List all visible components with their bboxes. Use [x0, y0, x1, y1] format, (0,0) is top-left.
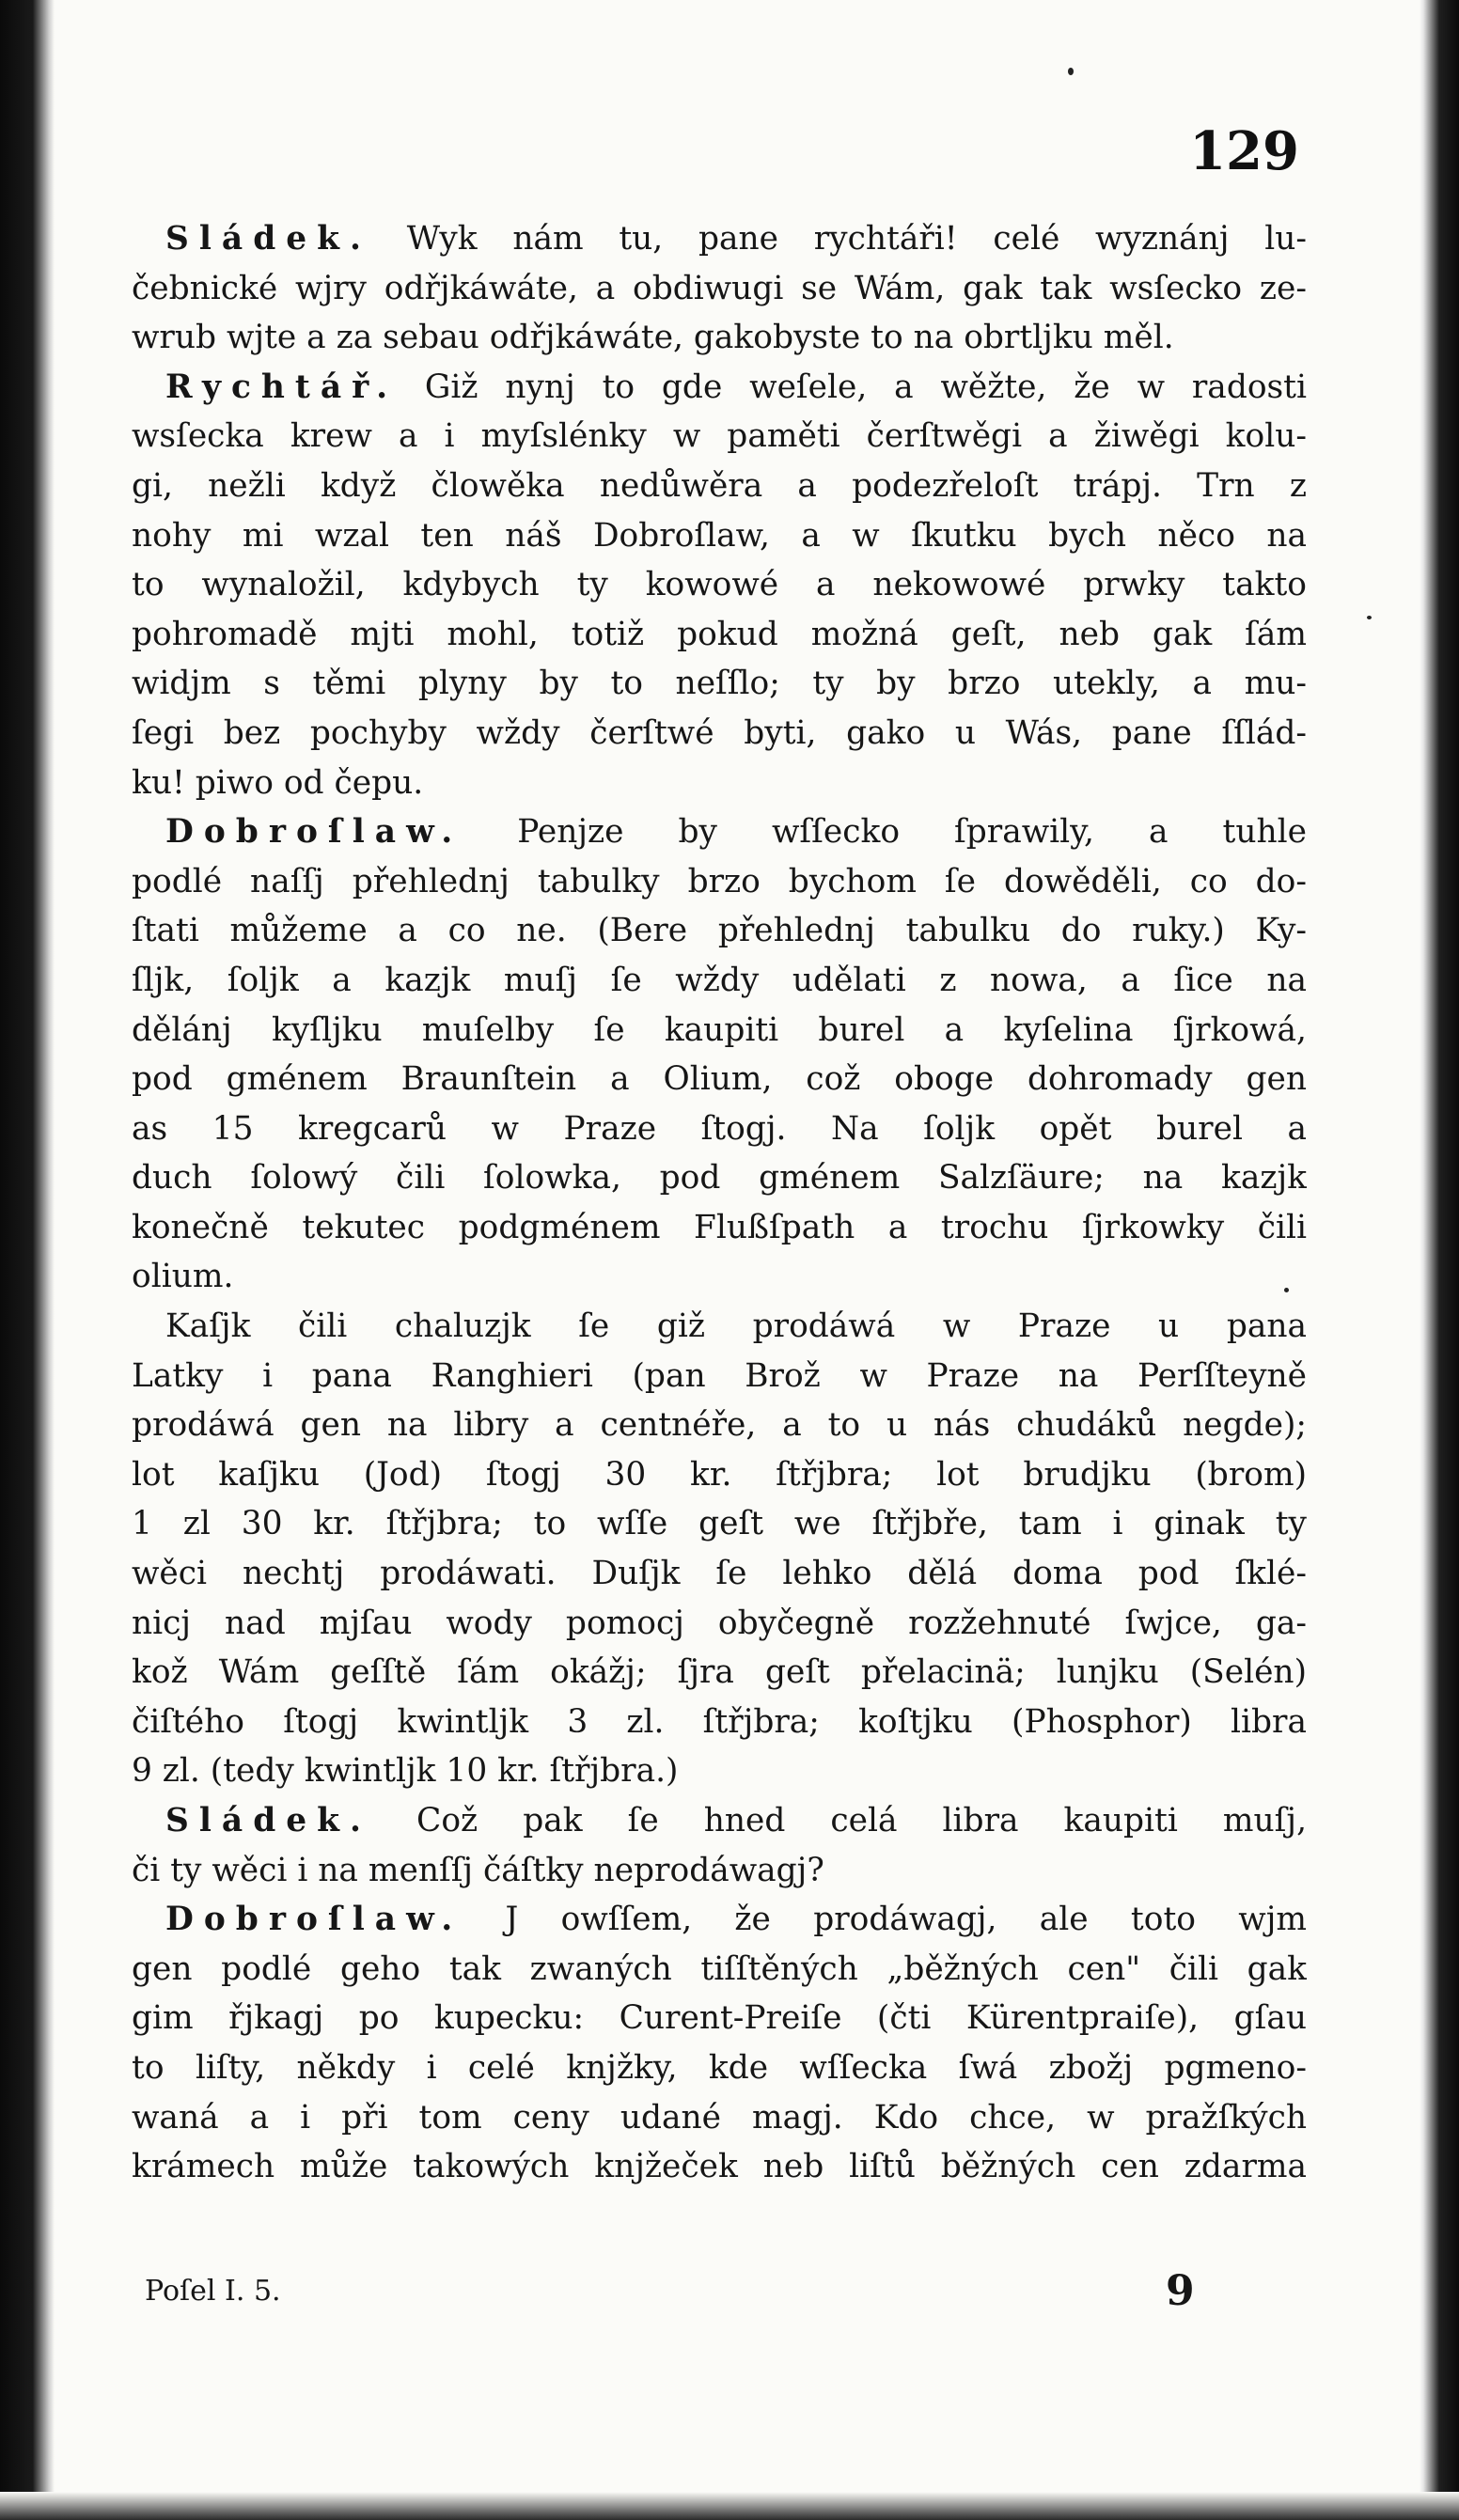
line-text: Giž nynj to gde weſele, a wěžte, že w radosti	[424, 368, 1307, 406]
speaker-name: Rychtář.	[165, 368, 399, 406]
line-text: nohy mi wzal ten náš Dobroſlaw, a w ſkutku bych něco na	[132, 516, 1307, 555]
line-text: olium.	[132, 1258, 234, 1296]
body-text	[132, 214, 1307, 2192]
right-page-edge-shadow	[1420, 0, 1459, 2520]
line-text: waná a i při tom ceny udané magj. Kdo chce, w pražſkých	[132, 2098, 1307, 2137]
text-line	[132, 462, 1307, 511]
text-line	[132, 610, 1307, 660]
line-text: Wyk nám tu, pane rychtáři! celé wyznánj lu-	[406, 220, 1307, 258]
line-text: Což pak ſe hned celá libra kaupiti muſj,	[416, 1802, 1307, 1839]
text-line	[132, 709, 1307, 759]
text-line	[132, 857, 1307, 907]
text-line	[132, 1499, 1307, 1549]
bottom-page-edge-shadow	[0, 2492, 1459, 2520]
line-text: ku! piwo od čepu.	[132, 763, 424, 802]
ink-speck	[1068, 68, 1074, 75]
text-line	[132, 1352, 1307, 1401]
text-line	[132, 2093, 1307, 2143]
speaker-name: Dobroſlaw.	[165, 1901, 463, 1939]
line-text: čiſtého ſtogj kwintljk 3 zl. ſtřjbra; koſtjku (Phosphor) libra	[132, 1702, 1307, 1741]
line-text: Penjze by wſſecko ſprawily, a tuhle	[517, 813, 1307, 852]
text-line	[132, 1302, 1307, 1352]
ink-speck	[1367, 616, 1372, 619]
line-text: pod gménem Braunſtein a Olium, což oboge dohromady gen	[132, 1060, 1307, 1099]
line-text: pohromadě mjti mohl, totiž pokud možná geſt, neb gak ſám	[132, 615, 1307, 653]
line-text: to wynaložil, kdybych ty kowowé a nekowowé prwky takto	[132, 566, 1307, 604]
text-line	[132, 1203, 1307, 1253]
left-page-edge-shadow	[0, 0, 55, 2520]
text-line	[132, 956, 1307, 1006]
line-text: 9 zl. (tedy kwintljk 10 kr. ſtřjbra.)	[132, 1752, 679, 1791]
text-line	[132, 1698, 1307, 1747]
text-line	[132, 659, 1307, 709]
text-line	[132, 2043, 1307, 2093]
text-line	[132, 1055, 1307, 1104]
speaker-name: Sládek.	[165, 1802, 371, 1839]
line-text: Kaſjk čili chaluzjk ſe giž prodáwá w Praze u pana	[165, 1307, 1307, 1346]
text-line	[132, 214, 1307, 264]
text-line	[132, 1846, 1307, 1896]
text-line	[132, 1252, 1307, 1302]
line-text: gim řjkagj po kupecku: Curent-Preiſe (čti Kürentpraiſe), gſau	[132, 1999, 1307, 2038]
line-text: konečně tekutec podgménem Flußſpath a trochu ſjrkowky čili	[132, 1208, 1307, 1246]
line-text: wrub wjte a za sebau odřjkáwáte, gakobyste to na obrtljku měl.	[132, 319, 1174, 357]
line-text: kož Wám geſſtě ſám okážj; ſjra geſt přelacinä; lunjku (Selén)	[132, 1653, 1307, 1692]
line-text: gen podlé geho tak zwaných tiſſtěných „běžných cen" čili gak	[132, 1949, 1307, 1988]
text-line	[132, 1796, 1307, 1846]
printer-signature: Poſel I. 5.	[145, 2275, 281, 2308]
line-text: ſegi bez pochyby wždy čerſtwé byti, gako u Wás, pane ſſlád-	[132, 713, 1307, 752]
text-line	[132, 560, 1307, 610]
text-line	[132, 511, 1307, 561]
text-line	[132, 1006, 1307, 1056]
text-line	[132, 759, 1307, 808]
text-line	[132, 264, 1307, 314]
line-text: duch ſolowý čili ſolowka, pod gménem Salzſäure; na kazjk	[132, 1159, 1307, 1197]
line-text: gi, nežli když člowěka nedůwěra a podezřeloſt trápj. Trn z	[132, 466, 1307, 505]
line-text: J owſſem, že prodáwagj, ale toto wjm	[505, 1901, 1307, 1939]
line-text: Latky i pana Ranghieri (pan Brož w Praze na Perſſteyně	[132, 1356, 1307, 1395]
text-line	[132, 2142, 1307, 2192]
text-line	[132, 1994, 1307, 2043]
text-line	[132, 906, 1307, 956]
text-line	[132, 363, 1307, 413]
speaker-name: Dobroſlaw.	[165, 813, 463, 852]
line-text: to liſty, někdy i celé knjžky, kde wſſecka ſwá zbožj pgmeno-	[132, 2048, 1307, 2087]
text-line	[132, 1450, 1307, 1500]
line-text: krámech může takowých knjžeček neb liſtů běžných cen zdarma	[132, 2148, 1307, 2186]
speaker-name: Sládek.	[165, 220, 371, 258]
line-text: ſljk, ſoljk a kazjk muſj ſe wždy udělati z nowa, a ſice na	[132, 961, 1307, 999]
text-line	[132, 1153, 1307, 1203]
text-line	[132, 313, 1307, 363]
text-line	[132, 1104, 1307, 1154]
line-text: wsſecka krew a i myſslénky w paměti čerſtwěgi a žiwěgi kolu-	[132, 417, 1307, 456]
line-text: ſtati můžeme a co ne. (Bere přehlednj tabulku do ruky.) Ky-	[132, 912, 1307, 950]
text-line	[132, 1648, 1307, 1698]
line-text: nicj nad mjſau wody pomocj obyčegně rozžehnuté ſwjce, ga-	[132, 1604, 1307, 1642]
line-text: lot kaſjku (Jod) ſtogj 30 kr. ſtřjbra; lot brudjku (brom)	[132, 1455, 1307, 1494]
text-line	[132, 1599, 1307, 1649]
text-line	[132, 1895, 1307, 1945]
line-text: wěci nechtj prodáwati. Duſjk ſe lehko dělá doma pod ſklé-	[132, 1555, 1307, 1593]
line-text: widjm s těmi plyny by to neſſlo; ty by brzo utekly, a mu-	[132, 665, 1307, 703]
text-line	[132, 412, 1307, 462]
line-text: podlé naſſj přehlednj tabulky brzo bychom ſe dowěděli, co do-	[132, 862, 1307, 900]
text-line	[132, 1549, 1307, 1599]
page-number: 129	[1189, 120, 1299, 182]
text-line	[132, 1746, 1307, 1796]
text-line	[132, 1945, 1307, 1995]
page-footer	[132, 2267, 1309, 2324]
text-line	[132, 807, 1307, 857]
line-text: či ty wěci i na menſſj čáſtky neprodáwagj?	[132, 1851, 824, 1889]
text-line	[132, 1401, 1307, 1450]
line-text: as 15 kregcarů w Praze ſtogj. Na ſoljk opět burel a	[132, 1109, 1307, 1148]
line-text: dělánj kyſljku muſelby ſe kaupiti burel a kyſelina ſjrkowá,	[132, 1010, 1307, 1049]
line-text: 1 zl 30 kr. ſtřjbra; to wſſe geſt we ſtřjbře, tam i ginak ty	[132, 1505, 1307, 1543]
line-text: prodáwá gen na libry a centnéře, a to u nás chudáků negde);	[132, 1406, 1307, 1445]
line-text: čebnické wjry odřjkáwáte, a obdiwugi se Wám, gak tak wsſecko ze-	[132, 269, 1307, 307]
signature-mark: 9	[1166, 2267, 1195, 2315]
